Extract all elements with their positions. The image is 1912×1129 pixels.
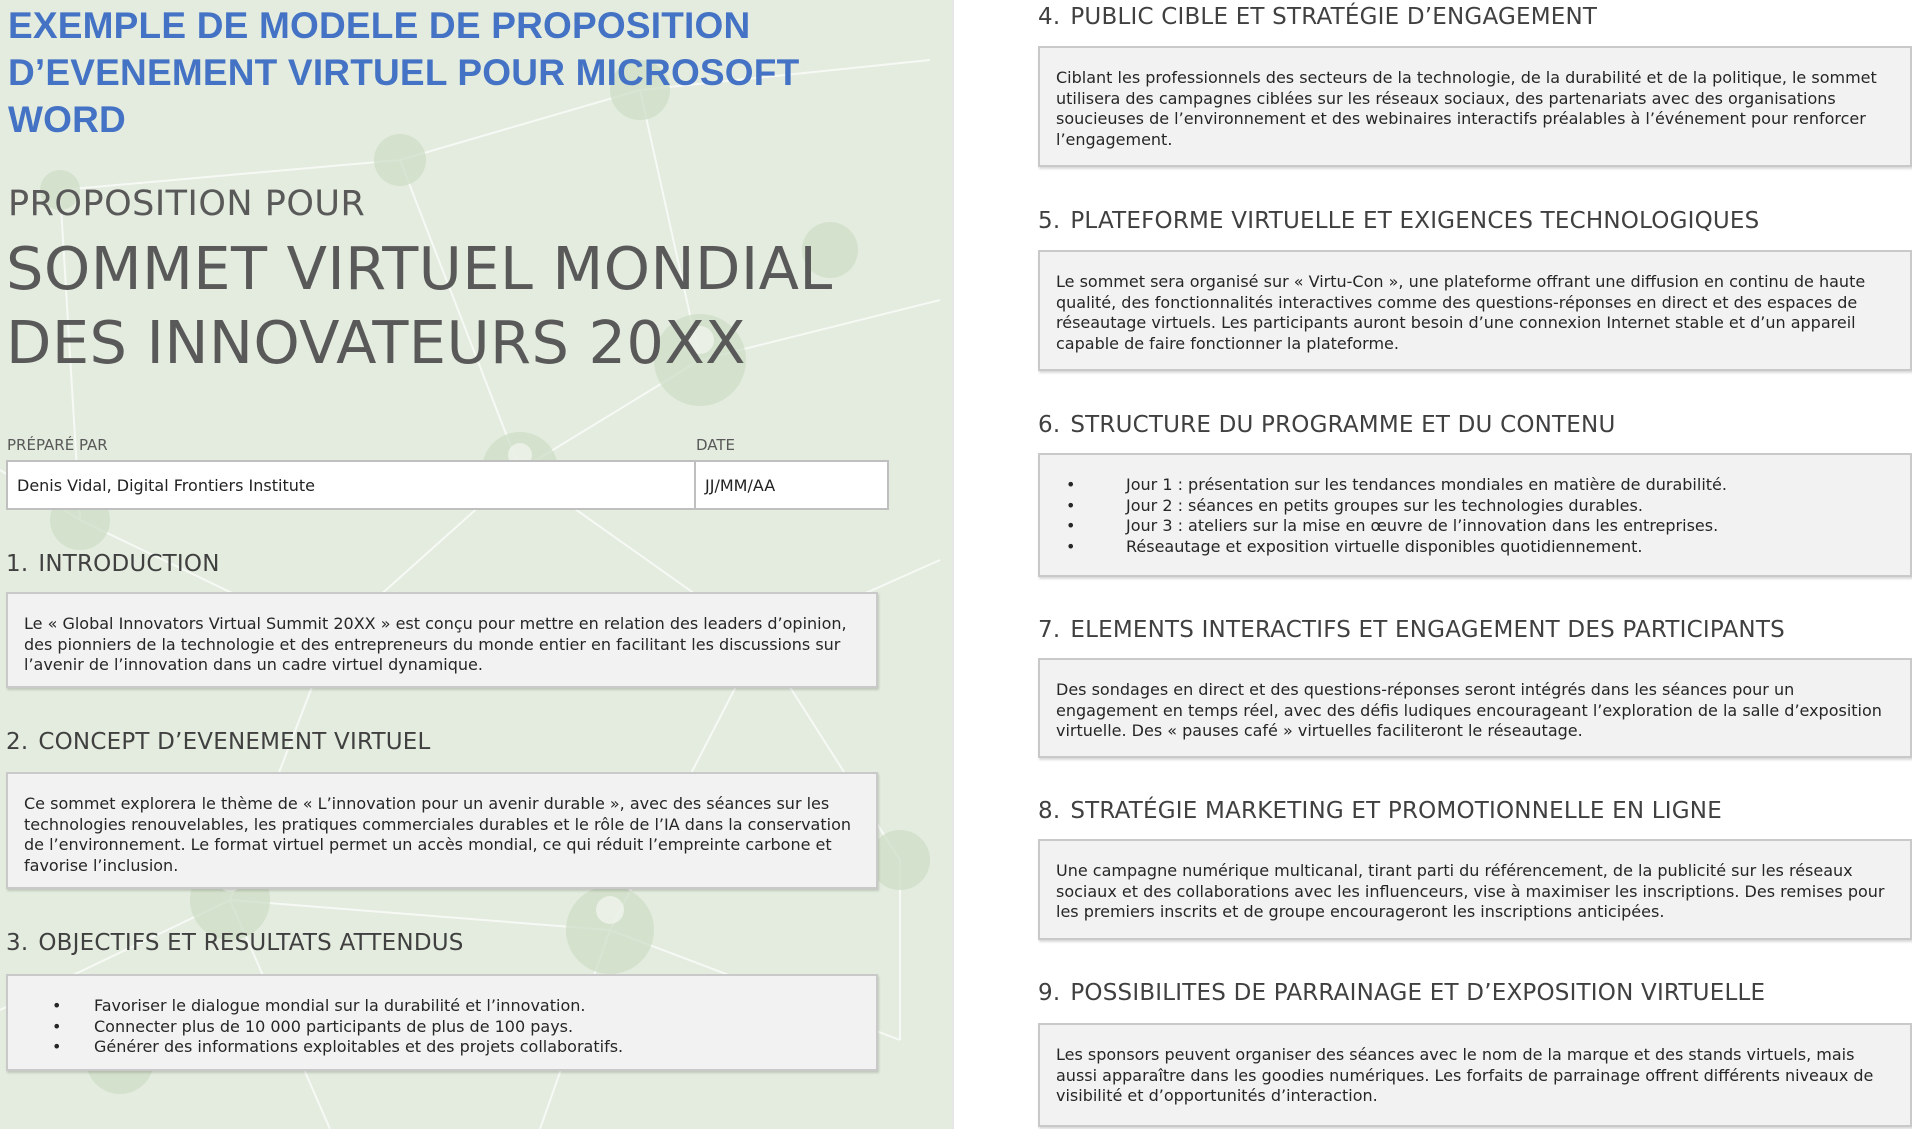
section-7-text: Des sondages en direct et des questions-réponses seront intégrés dans les séances pour un engagement en temps réel, avec des défis ludiques encourageant l’exploration de la salle d’exposition virtuelle. Des « pauses café » virtuelles faciliteront le réseautage. [1056,680,1882,740]
event-name [6,232,926,380]
section-9-heading [1038,980,1765,1006]
section-title: OBJECTIFS ET RESULTATS ATTENDUS [38,930,464,956]
section-1-heading [6,551,220,577]
date-field[interactable]: JJ/MM/AA [705,475,776,495]
section-title: STRUCTURE DU PROGRAMME ET DU CONTENU [1070,412,1616,438]
section-number: 9. [1038,980,1061,1006]
section-9-box[interactable] [1038,1023,1912,1127]
section-number: 8. [1038,798,1061,824]
section-number: 3. [6,930,29,956]
document-title: EXEMPLE DE MODELE DE PROPOSITION D’EVENEMENT VIRTUEL POUR MICROSOFT WORD [8,5,800,140]
section-7-heading [1038,617,1785,643]
prepared-by-field[interactable]: Denis Vidal, Digital Frontiers Institute [8,462,696,508]
list-item: • Générer des informations exploitables et des projets collaboratifs. [24,1037,860,1058]
section-title: ELEMENTS INTERACTIFS ET ENGAGEMENT DES PARTICIPANTS [1070,617,1785,643]
list-item: • Jour 2 : séances en petits groupes sur les technologies durables. [1056,496,1894,517]
proposal-for-label: PROPOSITION POUR [8,184,366,224]
section-number: 5. [1038,208,1061,234]
section-4-text: Ciblant les professionnels des secteurs de la technologie, de la durabilité et de la politique, le sommet utilisera des campagnes ciblées sur les réseaux sociaux, des partenariats avec des organisations soucieuses de l’environnement et des webinaires interactifs préalables à l’événement pour renforcer l’engagement. [1056,68,1877,149]
section-5-text: Le sommet sera organisé sur « Virtu-Con », une plateforme offrant une diffusion en continu de haute qualité, des fonctionnalités interactives comme des questions-réponses en direct et des espaces de réseautage virtuels. Les participants auront besoin d’une connexion Internet stable et d’un appareil capable de faire fonctionner la plateforme. [1056,272,1866,353]
section-6-heading [1038,412,1615,438]
section-number: 4. [1038,4,1061,30]
prepared-by-label: PRÉPARÉ PAR [7,436,108,454]
section-title: CONCEPT D’EVENEMENT VIRTUEL [38,729,431,755]
section-9-text: Les sponsors peuvent organiser des séances avec le nom de la marque et des stands virtuels, mais aussi apparaître dans les goodies numériques. Les forfaits de parrainage offrent différents niveaux de visibilité et d’opportunités d’interaction. [1056,1045,1874,1105]
section-5-box[interactable] [1038,250,1912,371]
list-item: • Jour 1 : présentation sur les tendances mondiales en matière de durabilité. [1056,475,1894,496]
section-5-heading [1038,208,1759,234]
section-8-heading [1038,798,1722,824]
info-table [6,460,889,510]
list-item: • Réseautage et exposition virtuelle disponibles quotidiennement. [1056,537,1894,558]
section-3-heading [6,930,464,956]
list-item: • Favoriser le dialogue mondial sur la durabilité et l’innovation. [24,996,860,1017]
section-number: 2. [6,729,29,755]
section-title: PLATEFORME VIRTUELLE ET EXIGENCES TECHNOLOGIQUES [1070,208,1760,234]
date-label: DATE [696,436,736,454]
section-number: 7. [1038,617,1061,643]
section-number: 6. [1038,412,1061,438]
section-4-box[interactable] [1038,46,1912,167]
program-list [1056,475,1894,557]
section-2-heading [6,729,431,755]
section-title: INTRODUCTION [38,551,220,577]
section-title: STRATÉGIE MARKETING ET PROMOTIONNELLE EN LIGNE [1070,798,1722,824]
section-title: PUBLIC CIBLE ET STRATÉGIE D’ENGAGEMENT [1070,4,1598,30]
content-page [954,0,1912,1129]
section-3-box[interactable] [6,974,878,1071]
section-title: POSSIBILITES DE PARRAINAGE ET D’EXPOSITION VIRTUELLE [1070,980,1766,1006]
section-6-box[interactable] [1038,453,1912,577]
section-1-box[interactable] [6,592,878,688]
section-8-text: Une campagne numérique multicanal, tirant parti du référencement, de la publicité sur les réseaux sociaux et des collaborations avec les influenceurs, vise à maximiser les inscriptions. Des remises pour les premiers inscrits et de groupe encourageront les inscriptions anticipées. [1056,861,1885,921]
list-item: • Connecter plus de 10 000 participants de plus de 100 pays. [24,1017,860,1038]
section-7-box[interactable] [1038,658,1912,758]
list-item: • Jour 3 : ateliers sur la mise en œuvre de l’innovation dans les entreprises. [1056,516,1894,537]
section-8-box[interactable] [1038,839,1912,940]
section-2-box[interactable] [6,772,878,889]
section-1-text: Le « Global Innovators Virtual Summit 20XX » est conçu pour mettre en relation des leaders d’opinion, des pionniers de la technologie et des entrepreneurs du monde entier en facilitant les discussions sur l’avenir de l’innovation dans un cadre virtuel dynamique. [24,614,847,674]
event-name-line-1: SOMMET VIRTUEL MONDIAL [6,234,833,303]
section-2-text: Ce sommet explorera le thème de « L’innovation pour un avenir durable », avec des séances sur les technologies renouvelables, les pratiques commerciales durables et le rôle de l’IA dans la conservation de l’environnement. Le format virtuel permet un accès mondial, ce qui réduit l’empreinte carbone et favorise l’inclusion. [24,794,852,875]
cover-page [0,0,952,1129]
event-name-line-2: DES INNOVATEURS 20XX [6,308,746,377]
section-number: 1. [6,551,29,577]
section-4-heading [1038,4,1597,30]
objectives-list [24,996,860,1058]
